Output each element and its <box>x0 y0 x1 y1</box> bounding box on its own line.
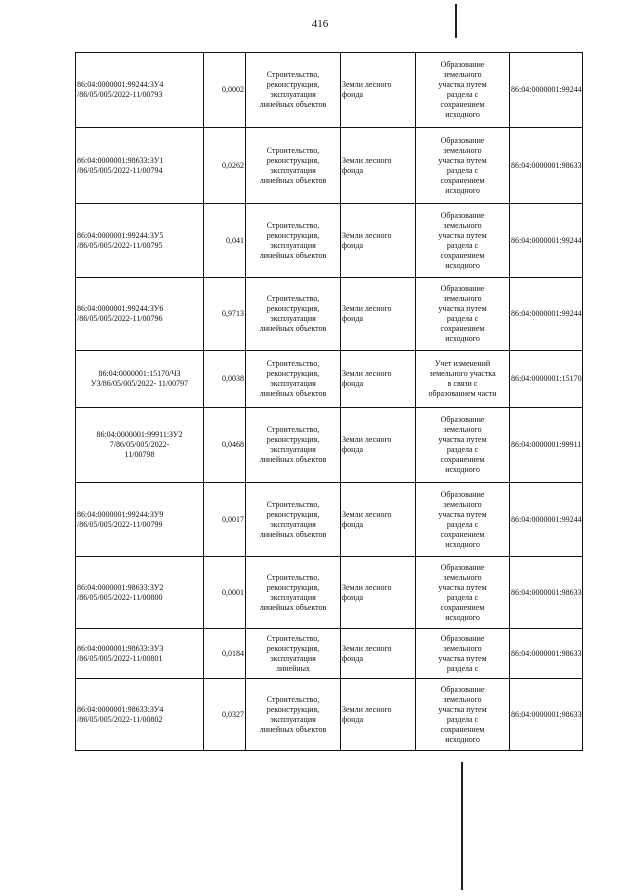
permitted-use-cell: Строительство, реконструкция, эксплуатация линейных объектов <box>246 204 341 278</box>
cadastral-number-cell: 86:04:0000001:98633:ЗУ3 /86/05/005/2022-11/00801 <box>76 629 204 679</box>
source-plot-cell: 86:04:0000001:98633 <box>510 557 583 629</box>
permitted-use-cell: Строительство, реконструкция, эксплуатация линейных <box>246 629 341 679</box>
cadastral-number-cell: 86:04:0000001:98633:ЗУ1 /86/05/005/2022-11/00794 <box>76 128 204 204</box>
land-plots-table <box>75 52 583 751</box>
scan-mark-bottom <box>461 762 463 890</box>
table-row <box>76 351 583 408</box>
cadastral-number-cell: 86:04:0000001:15170/ЧЗ У3/86/05/005/2022- 11/00797 <box>76 351 204 408</box>
land-category-cell: Земли лесного фонда <box>341 128 416 204</box>
cadastral-number-cell: 86:04:0000001:98633:ЗУ2 /86/05/005/2022-11/00800 <box>76 557 204 629</box>
table-row <box>76 679 583 751</box>
table-row <box>76 53 583 128</box>
cadastral-number-cell: 86:04:0000001:99244:ЗУ5 /86/05/005/2022-11/00795 <box>76 204 204 278</box>
table-row <box>76 557 583 629</box>
source-plot-cell: 86:04:0000001:99244 <box>510 278 583 351</box>
table-row <box>76 204 583 278</box>
land-category-cell: Земли лесного фонда <box>341 483 416 557</box>
area-cell: 0,0017 <box>204 483 246 557</box>
permitted-use-cell: Строительство, реконструкция, эксплуатация линейных объектов <box>246 351 341 408</box>
land-category-cell: Земли лесного фонда <box>341 204 416 278</box>
formation-method-cell: Учет изменений земельного участка в связи с образованием части <box>416 351 510 408</box>
cadastral-number-cell: 86:04:0000001:99244:ЗУ9 /86/05/005/2022-11/00799 <box>76 483 204 557</box>
scan-mark-top <box>455 4 457 38</box>
cadastral-number-cell: 86:04:0000001:98633:ЗУ4 /86/05/005/2022-11/00802 <box>76 679 204 751</box>
source-plot-cell: 86:04:0000001:99911 <box>510 408 583 483</box>
table-row <box>76 629 583 679</box>
land-category-cell: Земли лесного фонда <box>341 408 416 483</box>
table-row <box>76 128 583 204</box>
source-plot-cell: 86:04:0000001:99244 <box>510 53 583 128</box>
land-category-cell: Земли лесного фонда <box>341 629 416 679</box>
area-cell: 0,0038 <box>204 351 246 408</box>
permitted-use-cell: Строительство, реконструкция, эксплуатация линейных объектов <box>246 408 341 483</box>
formation-method-cell: Образование земельного участка путем раздела с сохранением исходного <box>416 278 510 351</box>
formation-method-cell: Образование земельного участка путем раздела с сохранением исходного <box>416 557 510 629</box>
source-plot-cell: 86:04:0000001:99244 <box>510 483 583 557</box>
permitted-use-cell: Строительство, реконструкция, эксплуатация линейных объектов <box>246 557 341 629</box>
source-plot-cell: 86:04:0000001:15170 <box>510 351 583 408</box>
source-plot-cell: 86:04:0000001:99244 <box>510 204 583 278</box>
permitted-use-cell: Строительство, реконструкция, эксплуатация линейных объектов <box>246 483 341 557</box>
source-plot-cell: 86:04:0000001:98633 <box>510 679 583 751</box>
cadastral-number-cell: 86:04:0000001:99244:ЗУ6 /86/05/005/2022-11/00796 <box>76 278 204 351</box>
formation-method-cell: Образование земельного участка путем раздела с сохранением исходного <box>416 483 510 557</box>
land-category-cell: Земли лесного фонда <box>341 53 416 128</box>
table-body <box>76 53 583 751</box>
table-row <box>76 408 583 483</box>
table-row <box>76 483 583 557</box>
permitted-use-cell: Строительство, реконструкция, эксплуатация линейных объектов <box>246 53 341 128</box>
source-plot-cell: 86:04:0000001:98633 <box>510 128 583 204</box>
formation-method-cell: Образование земельного участка путем раздела с сохранением исходного <box>416 679 510 751</box>
area-cell: 0,0001 <box>204 557 246 629</box>
area-cell: 0,041 <box>204 204 246 278</box>
area-cell: 0,0002 <box>204 53 246 128</box>
permitted-use-cell: Строительство, реконструкция, эксплуатация линейных объектов <box>246 128 341 204</box>
formation-method-cell: Образование земельного участка путем раздела с сохранением исходного <box>416 128 510 204</box>
formation-method-cell: Образование земельного участка путем раздела с <box>416 629 510 679</box>
formation-method-cell: Образование земельного участка путем раздела с сохранением исходного <box>416 53 510 128</box>
area-cell: 0,0468 <box>204 408 246 483</box>
permitted-use-cell: Строительство, реконструкция, эксплуатация линейных объектов <box>246 679 341 751</box>
land-category-cell: Земли лесного фонда <box>341 557 416 629</box>
formation-method-cell: Образование земельного участка путем раздела с сохранением исходного <box>416 408 510 483</box>
permitted-use-cell: Строительство, реконструкция, эксплуатация линейных объектов <box>246 278 341 351</box>
table-row <box>76 278 583 351</box>
source-plot-cell: 86:04:0000001:98633 <box>510 629 583 679</box>
page-number: 416 <box>311 18 329 30</box>
cadastral-number-cell: 86:04:0000001:99244:ЗУ4 /86/05/005/2022-11/00793 <box>76 53 204 128</box>
land-category-cell: Земли лесного фонда <box>341 351 416 408</box>
area-cell: 0,0327 <box>204 679 246 751</box>
land-category-cell: Земли лесного фонда <box>341 679 416 751</box>
land-category-cell: Земли лесного фонда <box>341 278 416 351</box>
area-cell: 0,0184 <box>204 629 246 679</box>
formation-method-cell: Образование земельного участка путем раздела с сохранением исходного <box>416 204 510 278</box>
area-cell: 0,9713 <box>204 278 246 351</box>
cadastral-number-cell: 86:04:0000001:99911:ЗУ2 7/86/05/005/2022- 11/00798 <box>76 408 204 483</box>
area-cell: 0,0262 <box>204 128 246 204</box>
